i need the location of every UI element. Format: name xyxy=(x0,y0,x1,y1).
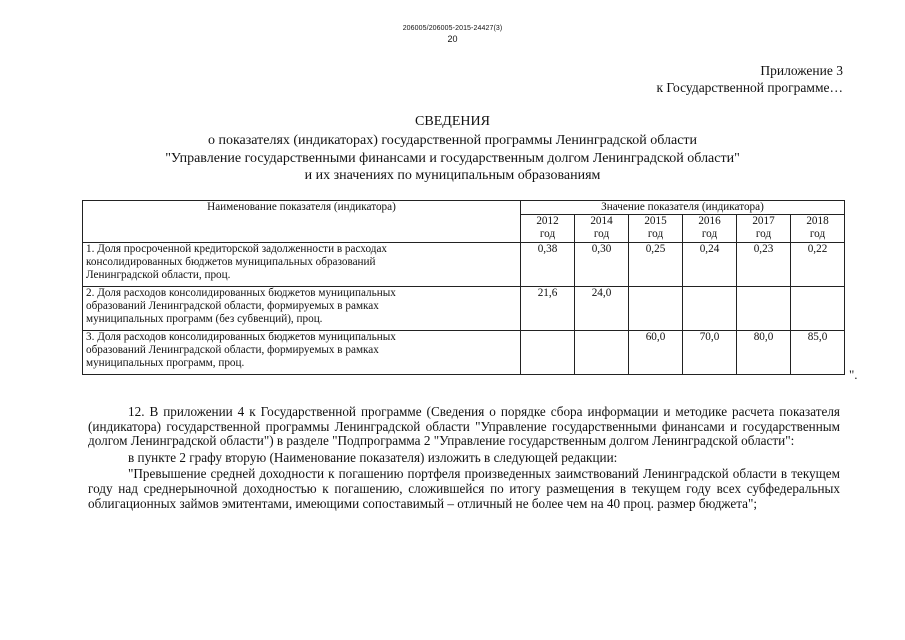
value-cell xyxy=(629,287,683,331)
year-cell: 2012 год xyxy=(521,215,575,243)
table-row xyxy=(83,243,845,287)
column-header-value: Значение показателя (индикатора) xyxy=(521,201,845,215)
value-cell: 85,0 xyxy=(791,331,845,375)
value-cell: 24,0 xyxy=(575,287,629,331)
title-line-1: о показателях (индикаторах) государственной программы Ленинградской области xyxy=(207,133,698,148)
quoted-indicator-text: "Превышение средней доходности к погашению портфеля произведенных заимствований Ленинградской области в текущем году над среднерыночной доходностью к погашению, сложившейся по итогу размещения в текущем году всех субфедеральных облигационных займов эмитентами, имеющими сопоставимый – отличный не более чем на 40 проц. размер бюджета"; xyxy=(88,466,840,511)
value-cell: 0,38 xyxy=(521,243,575,287)
column-header-name: Наименование показателя (индикатора) xyxy=(83,201,521,243)
value-cell: 70,0 xyxy=(683,331,737,375)
value-cell xyxy=(575,331,629,375)
year-cell: 2017 год xyxy=(737,215,791,243)
indicator-name: 1. Доля просроченной кредиторской задолженности в расходах консолидированных бюджетов муниципальных образований Ленинградской области, проц. xyxy=(83,243,521,287)
document-heading: СВЕДЕНИЯ xyxy=(415,114,490,129)
instruction-text: в пункте 2 графу вторую (Наименование показателя) изложить в следующей редакции: xyxy=(128,449,618,465)
year-cell: 2018 год xyxy=(791,215,845,243)
value-cell xyxy=(683,287,737,331)
table-header-row xyxy=(83,201,845,215)
value-cell xyxy=(791,287,845,331)
paragraph-12-text: 12. В приложении 4 к Государственной программе (Сведения о порядке сбора информации и методике расчета показателя (индикатора) государственной программы Ленинградской области "Управление государственными финансами и государственным долгом Ленинградской области") в разделе "Подпрограмма 2 "Управление государственным долгом Ленинградской области": xyxy=(88,404,840,449)
value-cell: 21,6 xyxy=(521,287,575,331)
title-line-2: "Управление государственными финансами и государственным долгом Ленинградской области" xyxy=(165,151,740,166)
value-cell: 60,0 xyxy=(629,331,683,375)
value-cell: 0,22 xyxy=(791,243,845,287)
value-cell xyxy=(737,287,791,331)
table-row xyxy=(83,331,845,375)
value-cell xyxy=(521,331,575,375)
indicator-name: 2. Доля расходов консолидированных бюджетов муниципальных образований Ленинградской области, формируемых в рамках муниципальных программ (без субвенций), проц. xyxy=(83,287,521,331)
title-line-3: и их значениях по муниципальным образованиям xyxy=(304,168,601,183)
appendix-label: Приложение 3 xyxy=(760,63,843,78)
document-code: 206005/206005-2015-24427(3) xyxy=(402,25,503,32)
value-cell: 80,0 xyxy=(737,331,791,375)
year-cell: 2014 год xyxy=(575,215,629,243)
table-row xyxy=(83,287,845,331)
indicator-name: 3. Доля расходов консолидированных бюджетов муниципальных образований Ленинградской области, формируемых в рамках муниципальных программ, проц. xyxy=(83,331,521,375)
paragraph-12 xyxy=(88,405,840,511)
value-cell: 0,30 xyxy=(575,243,629,287)
indicators-table xyxy=(82,200,845,375)
page-number: 20 xyxy=(447,34,458,44)
appendix-reference: к Государственной программе… xyxy=(656,80,843,95)
value-cell: 0,24 xyxy=(683,243,737,287)
closing-quote: ". xyxy=(849,367,858,382)
year-cell: 2016 год xyxy=(683,215,737,243)
value-cell: 0,23 xyxy=(737,243,791,287)
year-cell: 2015 год xyxy=(629,215,683,243)
value-cell: 0,25 xyxy=(629,243,683,287)
